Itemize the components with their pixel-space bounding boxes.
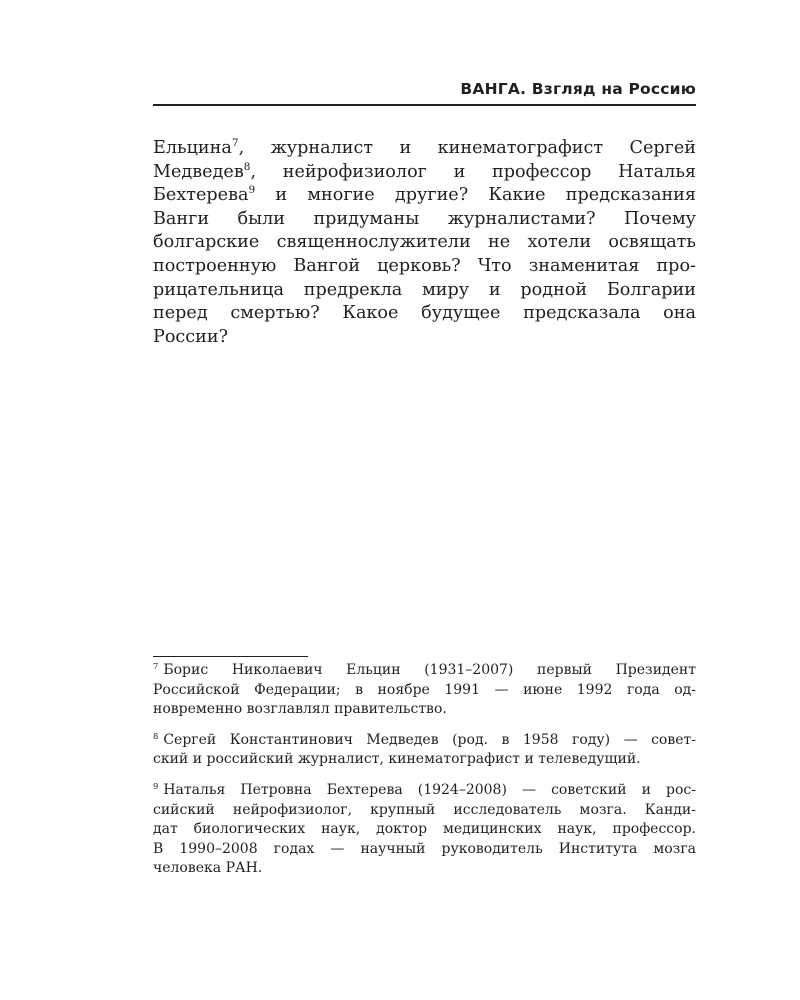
- footnote-line: [153, 731, 696, 751]
- footnote-8: [153, 731, 696, 770]
- text-fragment: , журналист и кинематографист Сергей: [238, 138, 696, 158]
- text-fragment: Медведев: [153, 161, 244, 182]
- main-text: [153, 137, 696, 349]
- footnote-9: [153, 781, 696, 879]
- text-fragment: Бехтерева: [153, 185, 249, 206]
- book-title: ВАНГА.: [460, 80, 527, 98]
- text-line: [153, 137, 696, 161]
- text-line: [153, 184, 696, 208]
- book-subtitle: Взгляд на Россию: [531, 80, 696, 98]
- footnote-ref: 9: [248, 184, 256, 197]
- footnote-line: дат биологических наук, доктор медицинских наук, профессор.: [153, 821, 696, 838]
- text-fragment: , нейрофизиолог и профессор Наталья: [250, 161, 696, 182]
- footnote-line: Российской Федерации; в ноябре 1991 — июне 1992 года од-: [153, 681, 696, 698]
- footnote-line: [153, 661, 696, 681]
- footnote-7: [153, 661, 696, 720]
- footnote-line: В 1990–2008 годах — научный руководитель Института мозга: [153, 840, 696, 857]
- footnote-text: Борис Николаевич Ельцин (1931–2007) первый Президент: [163, 662, 696, 678]
- text-fragment: и многие другие? Какие предсказания: [255, 185, 696, 206]
- footnote-line: новременно возглавлял правительство.: [153, 701, 447, 718]
- text-fragment: Ельцина: [153, 138, 232, 158]
- footnotes: [153, 661, 696, 890]
- footnote-line: ский и российский журналист, кинематографист и телеведущий.: [153, 751, 641, 768]
- text-line: [153, 161, 696, 185]
- footnote-ref: 7: [231, 137, 239, 150]
- text-line: рицательница предрекла миру и родной Болгарии: [153, 279, 696, 300]
- footnote-text: Наталья Петровна Бехтерева (1924–2008) — советский и рос-: [163, 781, 696, 798]
- footnote-number: 8: [153, 731, 159, 742]
- footnote-number: 7: [153, 661, 159, 672]
- footnote-text: Сергей Константинович Медведев (род. в 1958 году) — совет-: [163, 731, 696, 748]
- running-header: [153, 78, 696, 106]
- footnote-line: [153, 781, 696, 801]
- footnote-line: сийский нейрофизиолог, крупный исследователь мозга. Канди-: [153, 801, 696, 818]
- text-line: России?: [153, 326, 229, 347]
- text-line: перед смертью? Какое будущее предсказала она: [153, 303, 696, 324]
- footnote-line: человека РАН.: [153, 860, 263, 877]
- footnote-divider: [153, 656, 308, 657]
- text-line: построенную Вангой церковь? Что знаменитая про-: [153, 255, 696, 276]
- text-line: Ванги были придуманы журналистами? Почему: [153, 208, 696, 229]
- footnote-ref: 8: [243, 160, 251, 173]
- footnote-number: 9: [153, 781, 159, 792]
- text-line: болгарские священнослужители не хотели освящать: [153, 232, 696, 253]
